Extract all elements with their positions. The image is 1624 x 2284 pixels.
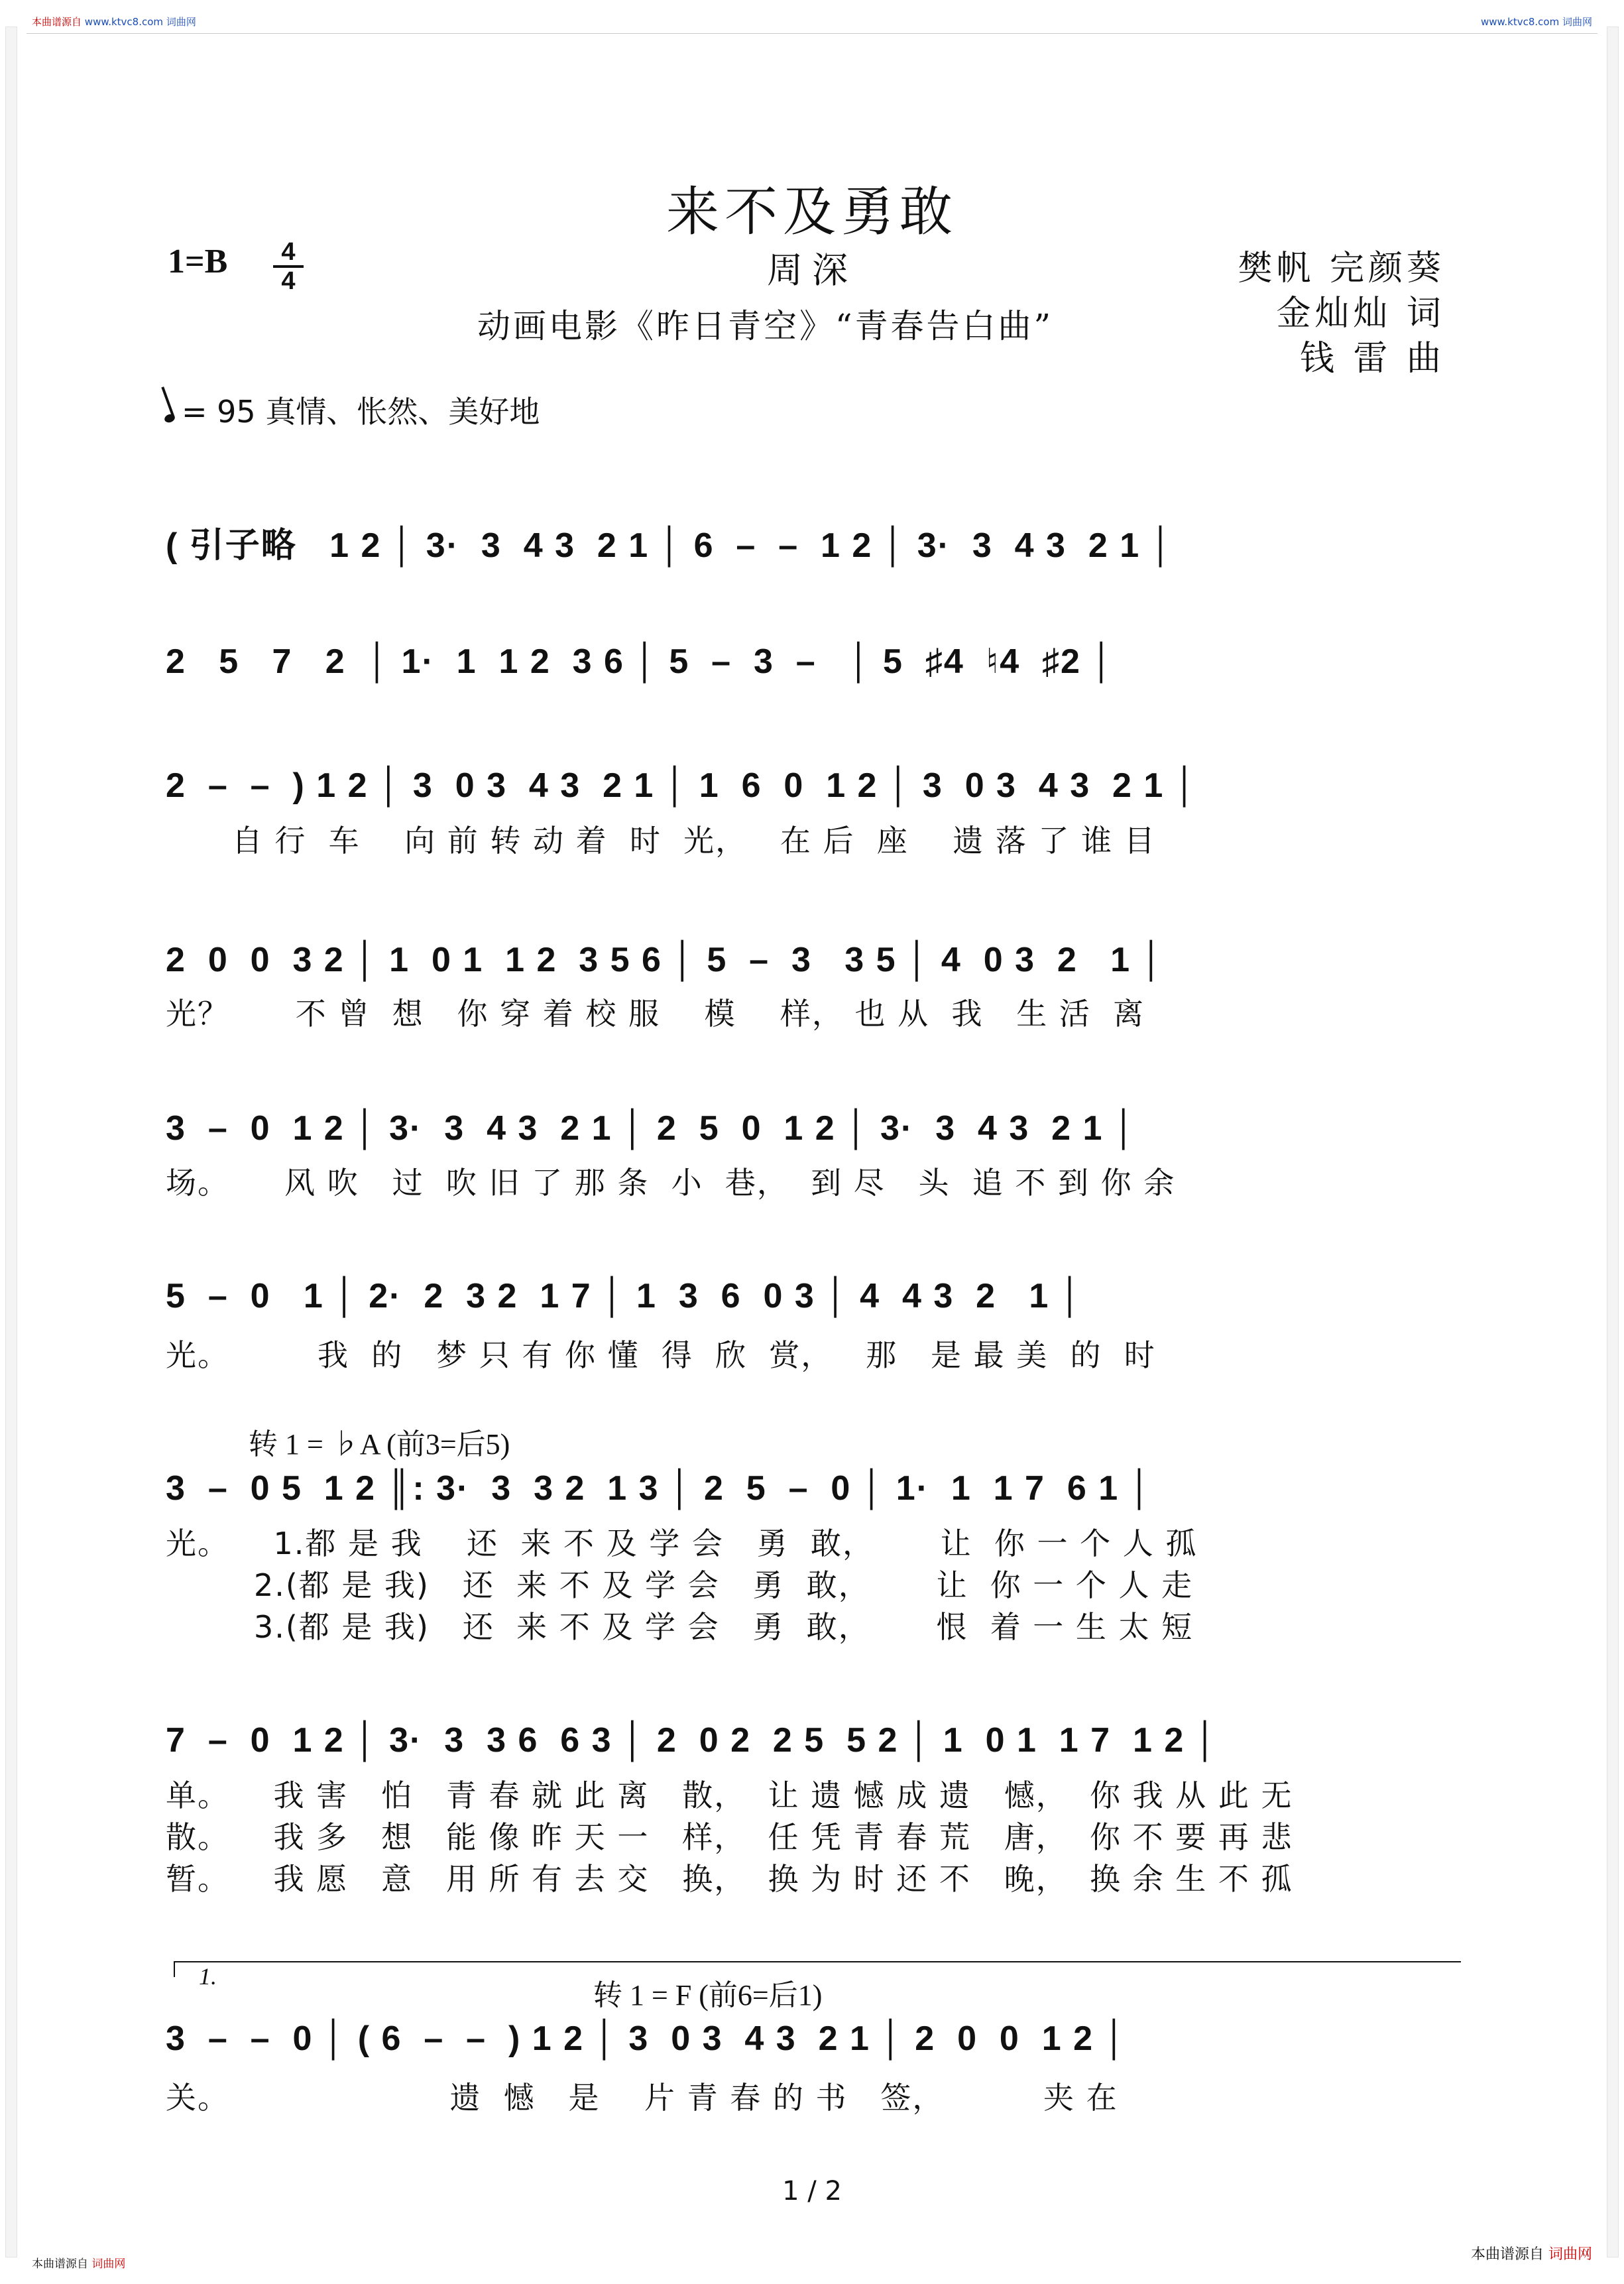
lyric-line: 单。 我 害 怕 青 春 就 此 离 散， 让 遗 憾 成 遗 憾， 你 我 从 此 无 <box>166 1777 1293 1813</box>
modulation-marking-1: 转 1 = ♭A (前3=后5) <box>249 1428 510 1461</box>
composer-credit: 钱 雷 曲 <box>1299 339 1445 379</box>
header-divider <box>27 33 1597 34</box>
footer-source-left <box>32 2254 125 2271</box>
staff-row-5: 3 – 0 1 2 │ 3· 3 4 3 2 1 │ 2 5 0 1 2 │ 3· 3 4 3 2 1 │ <box>166 1109 1137 1148</box>
source-url-link-right[interactable]: www.ktvc8.com <box>1480 16 1560 28</box>
quarter-note-icon <box>163 413 176 424</box>
footer-source-label-right: 本曲谱源自 <box>1470 2246 1544 2263</box>
song-title: 来不及勇敢 <box>666 181 958 243</box>
lyric-line: 散。 我 多 想 能 像 昨 天 一 样， 任 凭 青 春 荒 唐， 你 不 要 再 悲 <box>166 1819 1293 1855</box>
page-number: 1 / 2 <box>782 2176 842 2206</box>
key-signature: 1=B <box>168 243 228 280</box>
staff-row-8: 7 – 0 1 2 │ 3· 3 3 6 6 3 │ 2 0 2 2 5 5 2 │ 1 0 1 1 7 1 2 │ <box>166 1721 1219 1760</box>
lyric-line: 场。 风 吹 过 吹 旧 了 那 条 小 巷， 到 尽 头 追 不 到 你 余 <box>166 1165 1176 1201</box>
singer: 周深 <box>767 249 857 291</box>
lyric-line: 2.(都 是 我) 还 来 不 及 学 会 勇 敢， 让 你 一 个 人 走 <box>166 1567 1194 1603</box>
time-denominator: 4 <box>281 267 296 295</box>
left-margin-strip <box>5 27 17 2257</box>
lyric-line: 关。 遗 憾 是 片 青 春 的 书 签， 夹 在 <box>166 2080 1118 2116</box>
volta-number: 1. <box>199 1963 217 1990</box>
footer-site-link-right[interactable]: 词曲网 <box>1548 2246 1592 2263</box>
staff-row-2: 2 5 7 2 │ 1· 1 1 2 3 6 │ 5 – 3 – │ 5 ♯4 ♮4 ♯2 │ <box>166 642 1115 681</box>
modulation-marking-2: 转 1 = F (前6=后1) <box>593 1979 823 2012</box>
footer-source-right <box>1471 2243 1592 2263</box>
lyric-line: 光。 1.都 是 我 还 来 不 及 学 会 勇 敢， 让 你 一 个 人 孤 <box>166 1526 1198 1561</box>
source-label: 本曲谱源自 <box>32 16 82 28</box>
staff-row-1: ( 引子略 1 2 │ 3· 3 4 3 2 1 │ 6 – – 1 2 │ 3· 3 4 3 2 1 │ <box>166 526 1175 565</box>
source-url-link[interactable]: www.ktvc8.com <box>84 16 164 28</box>
lyric-line: 自 行 车 向 前 转 动 着 时 光， 在 后 座 遗 落 了 谁 目 <box>166 823 1156 859</box>
lyric-line: 光。 我 的 梦 只 有 你 懂 得 欣 赏， 那 是 最 美 的 时 <box>166 1337 1156 1373</box>
staff-row-6: 5 – 0 1 │ 2· 2 3 2 1 7 │ 1 3 6 0 3 │ 4 4 3 2 1 │ <box>166 1277 1084 1315</box>
tempo-marking <box>164 388 540 432</box>
staff-row-7: 3 – 0 5 1 2 ║: 3· 3 3 2 1 3 │ 2 5 – 0 │ 1· 1 1 7 6 1 │ <box>166 1469 1153 1508</box>
lyricist-credit: 金灿灿 词 <box>1276 294 1445 333</box>
tempo-text: = 95 真情、怅然、美好地 <box>182 394 540 430</box>
lyric-line: 暂。 我 愿 意 用 所 有 去 交 换， 换 为 时 还 不 晚， 换 余 生 不 孤 <box>166 1861 1293 1897</box>
site-name: 词曲网 <box>166 16 196 28</box>
lyric-line: 光？ 不 曾 想 你 穿 着 校 服 模 样， 也 从 我 生 活 离 <box>166 996 1145 1032</box>
staff-row-4: 2 0 0 3 2 │ 1 0 1 1 2 3 5 6 │ 5 – 3 3 5 │ 4 0 3 2 1 │ <box>166 941 1165 979</box>
site-name-right: 词曲网 <box>1562 16 1592 28</box>
header-source-left <box>32 15 196 29</box>
performers: 樊帆 完颜葵 <box>1238 249 1445 288</box>
footer-source-label: 本曲谱源自 <box>32 2257 88 2271</box>
staff-row-9: 3 – – 0 │ ( 6 – – ) 1 2 │ 3 0 3 4 3 2 1 │ 2 0 0 1 2 │ <box>166 2019 1128 2058</box>
right-margin-strip <box>1607 27 1619 2257</box>
lyric-line: 3.(都 是 我) 还 来 不 及 学 会 勇 敢， 恨 着 一 生 太 短 <box>166 1609 1194 1645</box>
song-subtitle: 动画电影《昨日青空》“青春告白曲” <box>477 307 1054 345</box>
staff-row-3: 2 – – ) 1 2 │ 3 0 3 4 3 2 1 │ 1 6 0 1 2 │ 3 0 3 4 3 2 1 │ <box>166 766 1198 805</box>
time-numerator: 4 <box>273 239 304 268</box>
footer-site-link[interactable]: 词曲网 <box>91 2257 126 2271</box>
header-source-right <box>1481 15 1592 29</box>
